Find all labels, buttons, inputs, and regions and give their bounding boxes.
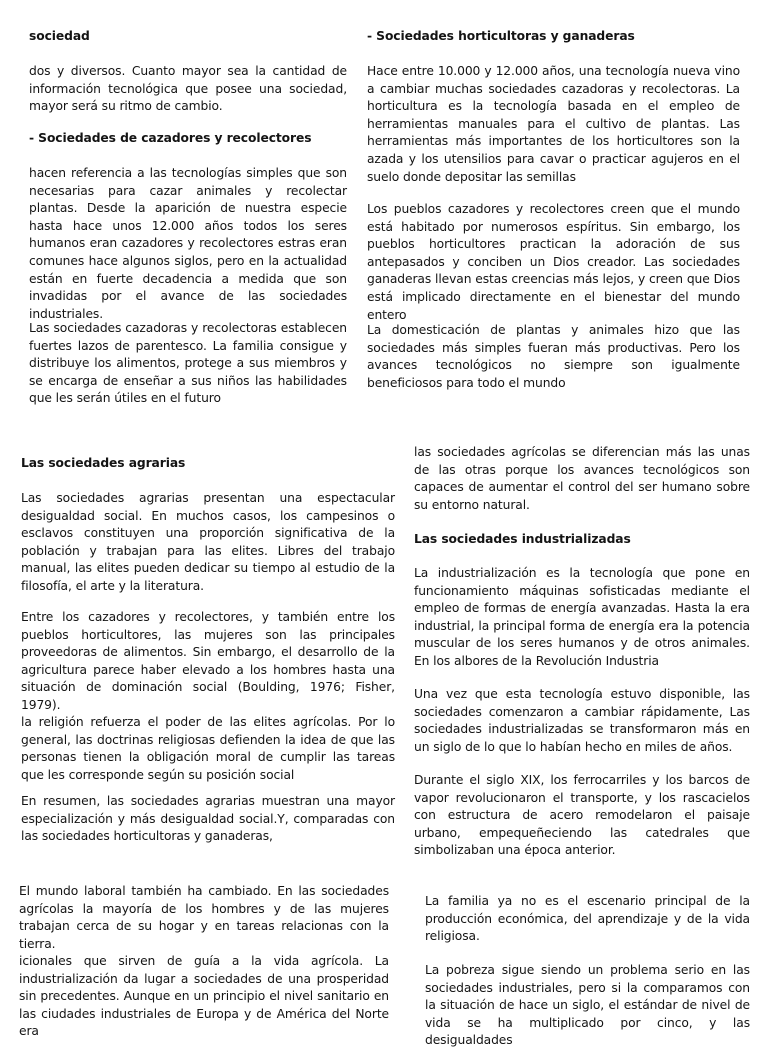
section-2-left-paragraph-1: Las sociedades agrarias presentan una espectacular desigualdad social. En muchos casos, los campesinos o esclavos constituyen una proporción significativa de la población y trabajan para las elites. Libres del trabajo manual, las elites pueden dedicar su tiempo al estudio de la filosofía, el arte y la literatura. <box>21 491 395 593</box>
section-1-left-paragraph-3: Las sociedades cazadoras y recolectoras establecen fuertes lazos de parentesco. La familia consigue y distribuye los alimentos, protege a sus miembros y se encarga de enseñar a sus niños las habilidades que les serán útiles en el futuro <box>29 321 347 406</box>
section-3-left-paragraph-2: icionales que sirven de guía a la vida agrícola. La industrialización da lugar a sociedades de una prosperidad sin precedentes. Aunque en un principio el nivel sanitario en las ciudades industriales de Europa y de América del Norte era <box>19 954 389 1039</box>
section-3-right-paragraph-2: La pobreza sigue siendo un problema serio en las sociedades industriales, pero si la comparamos con la situación de hace un siglo, el estándar de nivel de vida se ha multiplicado por cinco, y las desigualdades <box>425 963 750 1048</box>
section-2-left-paragraph-4: En resumen, las sociedades agrarias muestran una mayor especialización y más desigualdad social.Y, comparadas con las sociedades horticultoras y ganaderas, <box>21 794 395 844</box>
section-3-right-paragraph-1: La familia ya no es el escenario principal de la producción económica, del aprendizaje y de la vida religiosa. <box>425 894 750 944</box>
section-1-left-paragraph-1: dos y diversos. Cuanto mayor sea la cantidad de información tecnológica que posee una sociedad, mayor será su ritmo de cambio. <box>29 64 347 114</box>
section-2-right-paragraph-4: Durante el siglo XIX, los ferrocarriles y los barcos de vapor revolucionaron el transporte, y los rascacielos con estructura de acero remodelaron el paisaje urbano, empequeñeciendo las catedrales que simbolizaban una época anterior. <box>414 773 750 858</box>
section-2-left-heading: Las sociedades agrarias <box>21 456 186 470</box>
section-2-right-paragraph-3: Una vez que esta tecnología estuvo disponible, las sociedades comenzaron a cambiar rápidamente, Las sociedades industrializadas se transformaron más en un siglo de lo que lo habían hecho en miles de años. <box>414 687 750 754</box>
section-2-right-paragraph-1: las sociedades agrícolas se diferencian más las unas de las otras porque los avances tecnológicos son capaces de aumentar el control del ser humano sobre su entorno natural. <box>414 445 750 512</box>
section-3-left-paragraph-1: El mundo laboral también ha cambiado. En las sociedades agrícolas la mayoría de los hombres y de las mujeres trabajan cerca de su hogar y en tareas relacionas con la tierra. <box>19 884 389 951</box>
section-1-left-heading: sociedad <box>29 29 90 43</box>
section-2-right-paragraph-2: La industrialización es la tecnología que pone en funcionamiento máquinas sofisticadas mediante el empleo de formas de energía avanzadas. Hasta la era industrial, la principal forma de energía era la potencia muscular de los seres humanos y de otros animales. En los albores de la Revolución Industria <box>414 566 750 668</box>
section-1-right-paragraph-3: La domesticación de plantas y animales hizo que las sociedades más simples fueran más productivas. Pero los avances tecnológicos no siempre son igualmente beneficiosos para todo el mundo <box>367 323 740 390</box>
section-2-left-paragraph-2: Entre los cazadores y recolectores, y también entre los pueblos horticultores, las mujeres son las principales proveedoras de alimentos. Sin embargo, el desarrollo de la agricultura parece haber elevado a los hombres hasta una situación de dominación social (Boulding, 1976; Fisher, 1979). <box>21 610 395 712</box>
section-1-left-subheading: - Sociedades de cazadores y recolectores <box>29 131 312 145</box>
section-2-left-paragraph-3: la religión refuerza el poder de las elites agrícolas. Por lo general, las doctrinas religiosas defienden la idea de que las personas tienen la obligación moral de cumplir las tareas que les corresponde según su posición social <box>21 715 395 782</box>
section-2-right-heading: Las sociedades industrializadas <box>414 532 631 546</box>
section-1-left-paragraph-2: hacen referencia a las tecnologías simples que son necesarias para cazar animales y recolectar plantas. Desde la aparición de nuestra especie hasta hace unos 12.000 años todos los seres humanos eran cazadores y recolectores estras eran comunes hace algunos siglos, pero en la actualidad están en fuerte decadencia a medida que son invadidas por el avance de las sociedades industriales. <box>29 166 347 321</box>
section-1-right-subheading: - Sociedades horticultoras y ganaderas <box>367 29 635 43</box>
section-1-right-paragraph-2: Los pueblos cazadores y recolectores creen que el mundo está habitado por numerosos espíritus. Sin embargo, los pueblos horticultores practican la adoración de sus antepasados y conciben un Dios creador. Las sociedades ganaderas llevan estas creencias más lejos, y creen que Dios está implicado directamente en el bienestar del mundo entero <box>367 202 740 322</box>
section-1-right-paragraph-1: Hace entre 10.000 y 12.000 años, una tecnología nueva vino a cambiar muchas sociedades cazadoras y recolectoras. La horticultura es la tecnología basada en el empleo de herramientas manuales para el cultivo de plantas. Las herramientas más importantes de los horticultores son la azada y los utensilios para cavar o practicar agujeros en el suelo donde depositar las semillas <box>367 64 740 184</box>
